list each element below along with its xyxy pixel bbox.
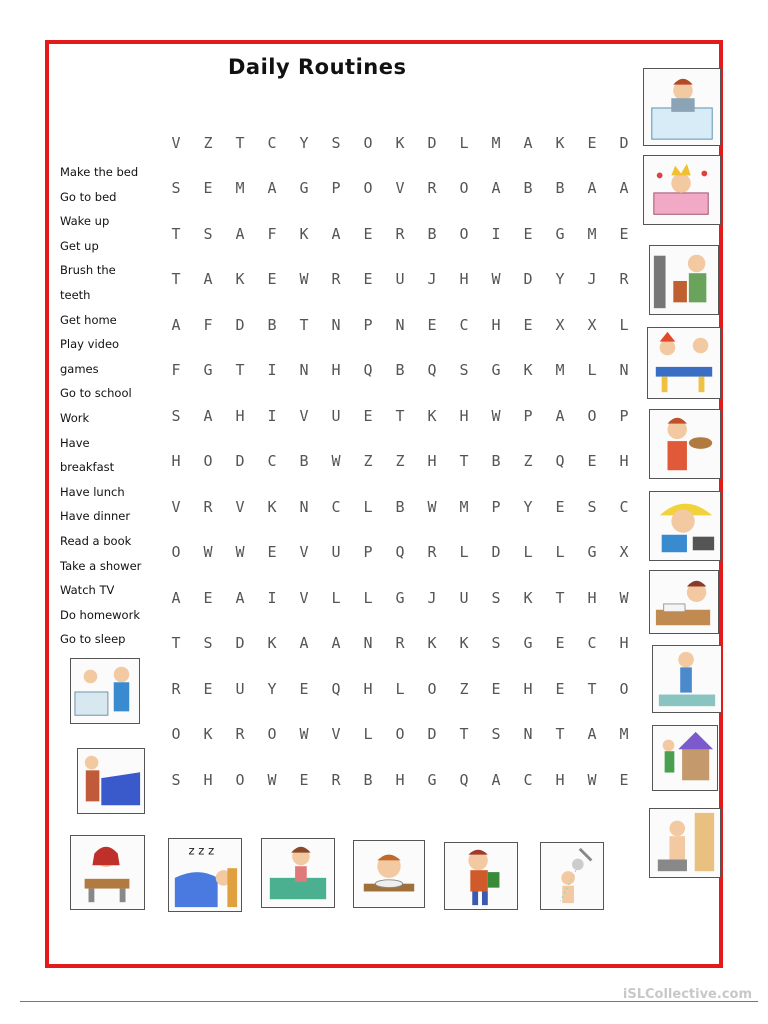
grid-letter: Q (555, 452, 565, 471)
word-list-item: Read a book (60, 533, 132, 548)
grid-letter: B (363, 770, 373, 789)
illustration-eating-lunch (353, 840, 425, 908)
grid-letter: G (523, 634, 533, 653)
grid-letter: E (619, 224, 629, 243)
grid-letter: N (299, 497, 309, 516)
grid-letter: E (363, 406, 373, 425)
grid-letter: B (427, 224, 437, 243)
grid-letter: T (459, 452, 469, 471)
grid-letter: N (331, 315, 341, 334)
illustration-getting-up (652, 645, 722, 713)
grid-letter: W (299, 725, 309, 744)
grid-letter: R (235, 725, 245, 744)
illustration-taking-shower (649, 808, 721, 878)
illustration-doing-homework (649, 570, 719, 634)
grid-letter: T (587, 679, 597, 698)
grid-letter: A (299, 634, 309, 653)
grid-letter: L (619, 315, 629, 334)
illustration-making-bed (77, 748, 145, 814)
grid-letter: H (203, 770, 213, 789)
grid-letter: A (587, 179, 597, 198)
grid-letter: G (395, 588, 405, 607)
grid-letter: O (459, 224, 469, 243)
grid-letter: L (363, 588, 373, 607)
grid-letter: O (235, 770, 245, 789)
grid-letter: L (523, 543, 533, 562)
word-list (60, 160, 155, 652)
grid-letter: L (395, 679, 405, 698)
word-list-item: Play video (60, 337, 120, 352)
grid-letter: E (203, 588, 213, 607)
grid-letter: O (395, 725, 405, 744)
grid-letter: N (619, 361, 629, 380)
grid-letter: O (267, 725, 277, 744)
grid-letter: A (267, 179, 277, 198)
grid-letter: M (555, 361, 565, 380)
grid-letter: C (459, 315, 469, 334)
grid-letter: G (203, 361, 213, 380)
grid-letter: E (363, 224, 373, 243)
grid-letter: N (523, 725, 533, 744)
grid-letter: E (363, 270, 373, 289)
word-list-item: Work (60, 410, 90, 425)
grid-letter: V (395, 179, 405, 198)
grid-letter: R (427, 543, 437, 562)
grid-letter: Y (523, 497, 533, 516)
word-list-item: breakfast (60, 460, 115, 475)
grid-letter: D (491, 543, 501, 562)
word-list-item: Take a shower (60, 558, 142, 573)
word-list-item: Do homework (60, 607, 140, 622)
grid-letter: E (299, 770, 309, 789)
word-list-item: Have (60, 435, 90, 450)
grid-letter: F (171, 361, 181, 380)
grid-letter: P (331, 179, 341, 198)
grid-letter: O (203, 452, 213, 471)
grid-letter: O (587, 406, 597, 425)
grid-letter: W (587, 770, 597, 789)
grid-letter: T (171, 270, 181, 289)
grid-letter: Z (363, 452, 373, 471)
word-list-item: games (60, 361, 99, 376)
grid-letter: D (523, 270, 533, 289)
grid-letter: H (555, 770, 565, 789)
illustration-school-desk (70, 835, 145, 910)
grid-letter: A (555, 406, 565, 425)
grid-letter: Y (299, 133, 309, 152)
grid-letter: B (299, 452, 309, 471)
grid-letter: V (299, 543, 309, 562)
illustration-going-to-bed (261, 838, 335, 908)
grid-letter: W (491, 406, 501, 425)
grid-letter: X (587, 315, 597, 334)
grid-letter: E (427, 315, 437, 334)
grid-letter: T (171, 634, 181, 653)
worksheet-title: Daily Routines (228, 55, 407, 79)
grid-letter: O (459, 179, 469, 198)
grid-letter: I (267, 406, 277, 425)
grid-letter: Q (427, 361, 437, 380)
grid-letter: E (587, 133, 597, 152)
grid-letter: T (459, 725, 469, 744)
grid-letter: A (587, 725, 597, 744)
grid-letter: R (395, 224, 405, 243)
grid-letter: E (203, 179, 213, 198)
grid-letter: O (171, 725, 181, 744)
grid-letter: E (299, 679, 309, 698)
grid-letter: U (331, 543, 341, 562)
grid-letter: E (523, 315, 533, 334)
grid-letter: A (235, 588, 245, 607)
grid-letter: D (235, 452, 245, 471)
illustration-family-dinner (647, 327, 721, 399)
grid-letter: Q (459, 770, 469, 789)
grid-letter: W (331, 452, 341, 471)
grid-letter: E (555, 634, 565, 653)
word-list-item: teeth (60, 287, 91, 302)
grid-letter: M (587, 224, 597, 243)
word-list-item: Get home (60, 312, 117, 327)
grid-letter: T (555, 725, 565, 744)
word-list-item: Brush the (60, 263, 116, 278)
grid-letter: K (555, 133, 565, 152)
grid-letter: A (171, 588, 181, 607)
illustration-computer-desk (643, 68, 721, 146)
grid-letter: J (427, 588, 437, 607)
grid-letter: K (523, 588, 533, 607)
grid-letter: A (203, 406, 213, 425)
grid-letter: C (331, 497, 341, 516)
word-list-item: Get up (60, 238, 99, 253)
grid-letter: W (235, 543, 245, 562)
grid-letter: P (619, 406, 629, 425)
grid-letter: C (267, 452, 277, 471)
grid-letter: O (363, 179, 373, 198)
word-list-item: Watch TV (60, 583, 115, 598)
grid-letter: Q (363, 361, 373, 380)
grid-letter: W (619, 588, 629, 607)
grid-letter: Q (331, 679, 341, 698)
word-list-item: Wake up (60, 214, 110, 229)
grid-letter: P (363, 315, 373, 334)
grid-letter: J (427, 270, 437, 289)
grid-letter: U (331, 406, 341, 425)
grid-letter: K (523, 361, 533, 380)
grid-letter: C (523, 770, 533, 789)
grid-letter: A (491, 770, 501, 789)
word-list-item: Go to sleep (60, 632, 126, 647)
grid-letter: X (555, 315, 565, 334)
grid-letter: E (555, 679, 565, 698)
grid-letter: H (619, 452, 629, 471)
grid-letter: S (171, 406, 181, 425)
grid-letter: M (491, 133, 501, 152)
word-list-item: Go to bed (60, 189, 117, 204)
grid-letter: D (427, 133, 437, 152)
grid-letter: K (427, 406, 437, 425)
grid-letter: W (203, 543, 213, 562)
grid-letter: W (427, 497, 437, 516)
grid-letter: K (459, 634, 469, 653)
grid-letter: V (171, 497, 181, 516)
grid-letter: R (395, 634, 405, 653)
grid-letter: M (235, 179, 245, 198)
grid-letter: P (363, 543, 373, 562)
grid-letter: E (267, 270, 277, 289)
illustration-eating-breakfast (649, 409, 721, 479)
watermark: iSLCollective.com (622, 987, 752, 1002)
grid-letter: Y (267, 679, 277, 698)
grid-letter: S (491, 634, 501, 653)
grid-letter: L (331, 588, 341, 607)
grid-letter: R (427, 179, 437, 198)
grid-letter: L (459, 133, 469, 152)
illustration-sleeping (168, 838, 242, 912)
grid-letter: S (171, 770, 181, 789)
grid-letter: C (587, 634, 597, 653)
grid-letter: S (171, 179, 181, 198)
grid-letter: S (459, 361, 469, 380)
grid-letter: K (299, 224, 309, 243)
grid-letter: F (203, 315, 213, 334)
illustration-waking-up (643, 155, 721, 225)
grid-letter: M (459, 497, 469, 516)
grid-letter: E (491, 679, 501, 698)
grid-letter: T (235, 361, 245, 380)
grid-letter: B (555, 179, 565, 198)
grid-letter: S (491, 588, 501, 607)
grid-letter: U (459, 588, 469, 607)
grid-letter: R (619, 270, 629, 289)
grid-letter: S (331, 133, 341, 152)
grid-letter: P (523, 406, 533, 425)
grid-letter: B (395, 361, 405, 380)
grid-letter: S (491, 725, 501, 744)
grid-letter: H (619, 634, 629, 653)
grid-letter: G (491, 361, 501, 380)
illustration-playing-video-games (649, 491, 721, 561)
grid-letter: H (523, 679, 533, 698)
grid-letter: G (587, 543, 597, 562)
grid-letter: B (395, 497, 405, 516)
grid-letter: N (363, 634, 373, 653)
grid-letter: A (491, 179, 501, 198)
grid-letter: P (491, 497, 501, 516)
grid-letter: U (395, 270, 405, 289)
grid-letter: T (555, 588, 565, 607)
grid-letter: D (235, 315, 245, 334)
grid-letter: Z (395, 452, 405, 471)
grid-letter: A (331, 224, 341, 243)
grid-letter: H (331, 361, 341, 380)
word-list-item: Have lunch (60, 484, 125, 499)
grid-letter: A (235, 224, 245, 243)
grid-letter: N (299, 361, 309, 380)
grid-letter: O (171, 543, 181, 562)
grid-letter: F (267, 224, 277, 243)
grid-letter: D (619, 133, 629, 152)
grid-letter: E (619, 770, 629, 789)
grid-letter: U (235, 679, 245, 698)
grid-letter: S (203, 634, 213, 653)
grid-letter: H (235, 406, 245, 425)
grid-letter: L (459, 543, 469, 562)
grid-letter: A (619, 179, 629, 198)
grid-letter: D (235, 634, 245, 653)
grid-letter: Y (555, 270, 565, 289)
grid-letter: E (555, 497, 565, 516)
grid-letter: K (267, 497, 277, 516)
word-list-item: Go to school (60, 386, 132, 401)
illustration-going-to-school (444, 842, 518, 910)
grid-letter: A (523, 133, 533, 152)
grid-letter: Z (203, 133, 213, 152)
grid-letter: Z (523, 452, 533, 471)
grid-letter: V (299, 406, 309, 425)
grid-letter: K (267, 634, 277, 653)
grid-letter: B (523, 179, 533, 198)
grid-letter: V (171, 133, 181, 152)
grid-letter: V (299, 588, 309, 607)
grid-letter: V (235, 497, 245, 516)
grid-letter: H (491, 315, 501, 334)
grid-letter: I (491, 224, 501, 243)
grid-letter: E (587, 452, 597, 471)
grid-letter: D (427, 725, 437, 744)
grid-letter: L (363, 725, 373, 744)
grid-letter: V (331, 725, 341, 744)
grid-letter: K (427, 634, 437, 653)
grid-letter: O (619, 679, 629, 698)
grid-letter: G (427, 770, 437, 789)
grid-letter: C (267, 133, 277, 152)
grid-letter: I (267, 588, 277, 607)
grid-letter: C (619, 497, 629, 516)
grid-letter: N (395, 315, 405, 334)
grid-letter: H (171, 452, 181, 471)
illustration-shower-head (540, 842, 604, 910)
grid-letter: K (203, 725, 213, 744)
grid-letter: S (587, 497, 597, 516)
grid-letter: W (267, 770, 277, 789)
grid-letter: S (203, 224, 213, 243)
grid-letter: K (395, 133, 405, 152)
grid-letter: E (203, 679, 213, 698)
grid-letter: E (267, 543, 277, 562)
grid-letter: W (491, 270, 501, 289)
grid-letter: T (235, 133, 245, 152)
grid-letter: H (427, 452, 437, 471)
grid-letter: R (331, 770, 341, 789)
grid-letter: R (203, 497, 213, 516)
grid-letter: G (555, 224, 565, 243)
grid-letter: Z (459, 679, 469, 698)
grid-letter: B (267, 315, 277, 334)
grid-letter: E (523, 224, 533, 243)
grid-letter: I (267, 361, 277, 380)
word-list-item: Make the bed (60, 165, 139, 179)
grid-letter: K (235, 270, 245, 289)
grid-letter: A (171, 315, 181, 334)
illustration-washing-up (70, 658, 140, 724)
grid-letter: T (395, 406, 405, 425)
illustration-brushing-teeth (649, 245, 719, 315)
grid-letter: H (459, 406, 469, 425)
grid-letter: R (171, 679, 181, 698)
word-list-item: Have dinner (60, 509, 131, 524)
grid-letter: O (427, 679, 437, 698)
grid-letter: J (587, 270, 597, 289)
grid-letter: Q (395, 543, 405, 562)
grid-letter: A (203, 270, 213, 289)
word-search-grid (160, 120, 640, 800)
grid-letter: H (363, 679, 373, 698)
grid-letter: H (587, 588, 597, 607)
grid-letter: T (171, 224, 181, 243)
svg-text:z z z: z z z (188, 843, 215, 858)
illustration-going-home (652, 725, 718, 791)
grid-letter: H (459, 270, 469, 289)
grid-letter: T (299, 315, 309, 334)
grid-letter: L (363, 497, 373, 516)
grid-letter: R (331, 270, 341, 289)
grid-letter: H (395, 770, 405, 789)
grid-letter: A (331, 634, 341, 653)
grid-letter: M (619, 725, 629, 744)
grid-letter: X (619, 543, 629, 562)
grid-letter: G (299, 179, 309, 198)
grid-letter: O (363, 133, 373, 152)
grid-letter: L (587, 361, 597, 380)
grid-letter: L (555, 543, 565, 562)
grid-letter: B (491, 452, 501, 471)
grid-letter: W (299, 270, 309, 289)
